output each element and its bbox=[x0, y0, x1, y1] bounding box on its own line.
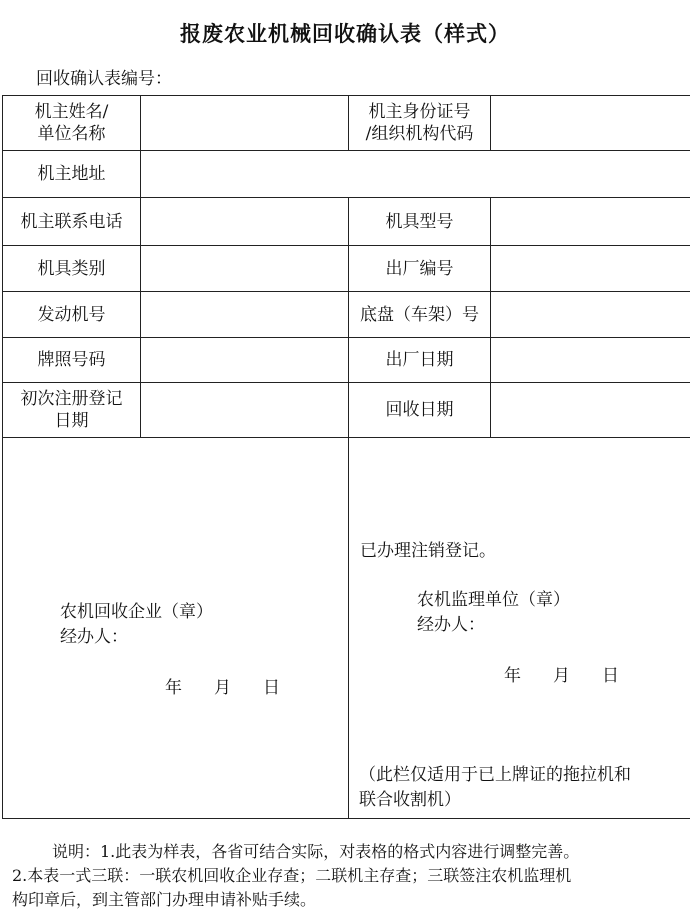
supervision-unit-seal-label: 农机监理单位（章） bbox=[417, 590, 570, 610]
factory-date-field[interactable] bbox=[491, 338, 690, 383]
date-year: 年 bbox=[165, 678, 182, 698]
date-day: 日 bbox=[263, 678, 280, 698]
form-row bbox=[3, 338, 690, 383]
owner-address-field[interactable] bbox=[141, 151, 690, 198]
form-row bbox=[3, 292, 690, 338]
factory-number-field[interactable] bbox=[491, 246, 690, 292]
engine-number-label: 发动机号 bbox=[3, 292, 141, 338]
form-row bbox=[3, 96, 690, 151]
cancellation-text: 已办理注销登记。 bbox=[360, 541, 496, 561]
first-registration-field[interactable] bbox=[141, 383, 349, 438]
owner-name-label-line1: 机主姓名/ bbox=[34, 102, 109, 122]
recovery-enterprise-handler-label: 经办人： bbox=[60, 627, 128, 647]
applicability-note-line1: （此栏仅适用于已上牌证的拖拉机和 bbox=[359, 765, 631, 785]
plate-number-field[interactable] bbox=[141, 338, 349, 383]
form-row bbox=[3, 151, 690, 198]
note-line-2: 2.本表一式三联：一联农机回收企业存查；二联机主存查；三联签注农机监理机 bbox=[12, 866, 572, 885]
date-month: 月 bbox=[214, 678, 231, 698]
factory-date-label: 出厂日期 bbox=[349, 338, 491, 383]
supervision-unit-box bbox=[349, 438, 690, 819]
explanation-notes bbox=[12, 840, 682, 912]
owner-address-label: 机主地址 bbox=[3, 151, 141, 198]
factory-number-label: 出厂编号 bbox=[349, 246, 491, 292]
machine-model-field[interactable] bbox=[491, 198, 690, 246]
owner-name-label bbox=[3, 96, 141, 151]
owner-id-label bbox=[349, 96, 491, 151]
form-row bbox=[3, 246, 690, 292]
supervision-unit-handler-label: 经办人： bbox=[417, 615, 485, 635]
first-registration-label bbox=[3, 383, 141, 438]
form-row bbox=[3, 198, 690, 246]
first-registration-label-line2: 日期 bbox=[54, 411, 89, 431]
chassis-number-field[interactable] bbox=[491, 292, 690, 338]
engine-number-field[interactable] bbox=[141, 292, 349, 338]
owner-id-field[interactable] bbox=[491, 96, 690, 151]
owner-id-label-line1: 机主身份证号 bbox=[368, 102, 471, 122]
machine-model-label: 机具型号 bbox=[349, 198, 491, 246]
recovery-enterprise-seal-label: 农机回收企业（章） bbox=[60, 602, 213, 622]
note-line-3: 构印章后，到主管部门办理申请补贴手续。 bbox=[12, 890, 317, 909]
date-year: 年 bbox=[504, 666, 521, 686]
machine-type-field[interactable] bbox=[141, 246, 349, 292]
plate-number-label: 牌照号码 bbox=[3, 338, 141, 383]
form-row bbox=[3, 383, 690, 438]
recovery-date-field[interactable] bbox=[491, 383, 690, 438]
owner-phone-label: 机主联系电话 bbox=[3, 198, 141, 246]
chassis-number-label: 底盘（车架）号 bbox=[349, 292, 491, 338]
date-month: 月 bbox=[553, 666, 570, 686]
machine-type-label: 机具类别 bbox=[3, 246, 141, 292]
owner-name-label-line2: 单位名称 bbox=[37, 124, 106, 144]
first-registration-label-line1: 初次注册登记 bbox=[20, 389, 123, 409]
page-title: 报废农业机械回收确认表（样式） bbox=[180, 21, 510, 46]
owner-name-field[interactable] bbox=[141, 96, 349, 151]
owner-phone-field[interactable] bbox=[141, 198, 349, 246]
date-day: 日 bbox=[602, 666, 619, 686]
supervision-unit-date bbox=[504, 664, 619, 688]
owner-id-label-line2: /组织机构代码 bbox=[365, 124, 474, 144]
form-number-label: 回收确认表编号： bbox=[36, 69, 172, 89]
recovery-date-label: 回收日期 bbox=[349, 383, 491, 438]
recovery-enterprise-date bbox=[165, 676, 280, 700]
applicability-note-line2: 联合收割机） bbox=[359, 790, 461, 810]
recovery-form-table bbox=[2, 95, 690, 819]
recovery-enterprise-box bbox=[3, 438, 349, 819]
signature-row bbox=[3, 438, 690, 819]
note-line-1: 说明：1.此表为样表，各省可结合实际，对表格的格式内容进行调整完善。 bbox=[52, 842, 580, 861]
